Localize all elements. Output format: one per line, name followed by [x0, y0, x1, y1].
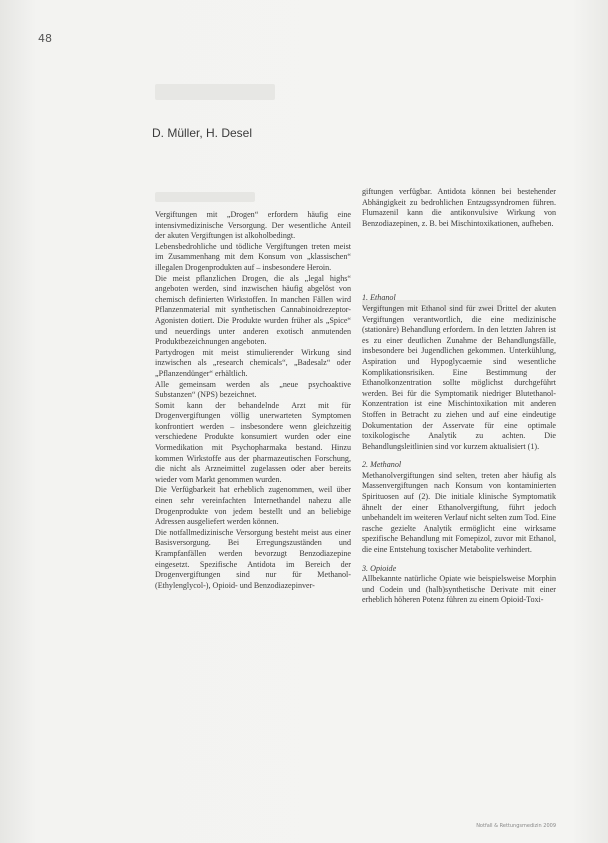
paragraph: Die notfallmedizinische Versorgung besteht meist aus einer Basisversorgung. Bei Erregungszuständen und Krampfanfällen werden bevorzugt Benzodiazepine eingesetzt. Spezifische Antidota im Bereich der Drogenvergiftungen sind nur für Methanol-(Ethylenglycol-), Opioid- und Benzodiazepinver-	[155, 527, 351, 590]
section-heading-opioids: 3. Opioide	[362, 563, 397, 573]
right-column	[362, 187, 556, 606]
paragraph: Partydrogen mit meist stimulierender Wirkung sind inzwischen als „research chemicals“, „Badesalz“ oder „Pflanzendünger“ erhältlich.	[155, 347, 351, 378]
article-title-faint	[155, 84, 275, 100]
spacer	[362, 229, 556, 285]
paragraph: Lebensbedrohliche und tödliche Vergiftungen treten meist im Zusammenhang mit dem Konsum von „klassischen“ illegalen Drogenprodukten auf – insbesondere Heroin.	[155, 241, 351, 272]
paragraph: Vergiftungen mit „Drogen“ erfordern häufig eine intensivmedizinische Versorgung. Der wesentliche Anteil der akuten Vergiftungen ist alkoholbedingt.	[155, 210, 351, 241]
paragraph: Somit kann der behandelnde Arzt mit für Drogenvergiftungen völlig unerwarteten Symptomen konfrontiert werden – insbesondere wenn gleichzeitig verschiedene Produkte konsumiert wurden oder eine Vormedikation mit Psychopharmaka bestand. Hinzu kommen Wirkstoffe aus der pharmazeutischen Forschung, die nicht als Arzneimittel zugelassen oder aber bereits wieder vom Markt genommen wurden.	[155, 400, 351, 484]
left-column	[155, 210, 351, 591]
paragraph: Alle gemeinsam werden als „neue psychoaktive Substanzen“ (NPS) bezeichnet.	[155, 379, 351, 400]
paragraph: Die meist pflanzlichen Drogen, die als „legal highs“ angeboten werden, sind inzwischen häufig abgelöst von chemisch definierten Wirkstoffen. In manchen Fällen wird Pflanzenmaterial mit synthetischen Cannabinoidrezeptor-Agonisten dotiert. Die Produkte wurden früher als „Spice“ und neuerdings unter anderen exotisch anmutenden Produktbezeichnungen angeboten.	[155, 273, 351, 347]
paragraph: Vergiftungen mit Ethanol sind für zwei Drittel der akuten Vergiftungen verantwortlich, die eine medizinische (stationäre) Behandlung erfordern. In den letzten Jahren ist es zu einer deutlichen Zunahme der Behandlungsfälle, insbesondere bei Jugendlichen gekommen. Unterkühlung, Aspiration und Hypoglycaemie sind wesentliche Komplikationsrisiken. Eine Bestimmung der Ethanolkonzentration sollte möglichst durchgeführt werden. Bei für die Symptomatik niedriger Blutethanol-Konzentration ist eine Mischintoxikation mit anderen Stoffen in Betracht zu ziehen und auf eine eindeutige Dokumentation der Asservate für eine optimale toxikologische Analytik zu achten. Die Behandlungsleitlinien sind vor kurzem aktualisiert (1).	[362, 303, 556, 451]
paragraph: Allbekannte natürliche Opiate wie beispielsweise Morphin und Codein und (halb)synthetische Derivate mit einer erheblich höheren Potenz führen zu einem Opioid-Toxi-	[362, 574, 556, 605]
section-heading-methanol: 2. Methanol	[362, 460, 402, 470]
article-authors: D. Müller, H. Desel	[152, 126, 253, 140]
paragraph: Die Verfügbarkeit hat erheblich zugenommen, weil über einen sehr vereinfachten Internethandel nahezu alle Drogenprodukte von jedem bestellt und an beliebige Adressen ausgeliefert werden können.	[155, 485, 351, 527]
paragraph: giftungen verfügbar. Antidota können bei bestehender Abhängigkeit zu bedrohlichen Entzugssyndromen führen. Flumazenil kann die antikonvulsive Wirkung von Benzodiazepinen, z. B. bei Mischintoxikationen, aufheben.	[362, 187, 556, 228]
page-number: 48	[38, 32, 52, 45]
section-heading-ethanol: 1. Ethanol	[362, 293, 396, 303]
journal-footer: Notfall & Rettungsmedizin 2009	[476, 823, 556, 829]
summary-heading-faint	[155, 192, 255, 202]
paragraph: Methanolvergiftungen sind selten, treten aber häufig als Massenvergiftungen nach Konsum von kontaminierten Spirituosen auf (2). Die initiale klinische Symptomatik ähnelt der einer Ethanolvergiftung, führt jedoch unbehandelt im weiteren Verlauf nicht selten zum Tod. Eine rasche gezielte Analytik ermöglicht eine wirksame spezifische Behandlung mit Fomepizol, zuvor mit Ethanol, die eine Entstehung toxischer Metabolite verhindert.	[362, 470, 556, 555]
